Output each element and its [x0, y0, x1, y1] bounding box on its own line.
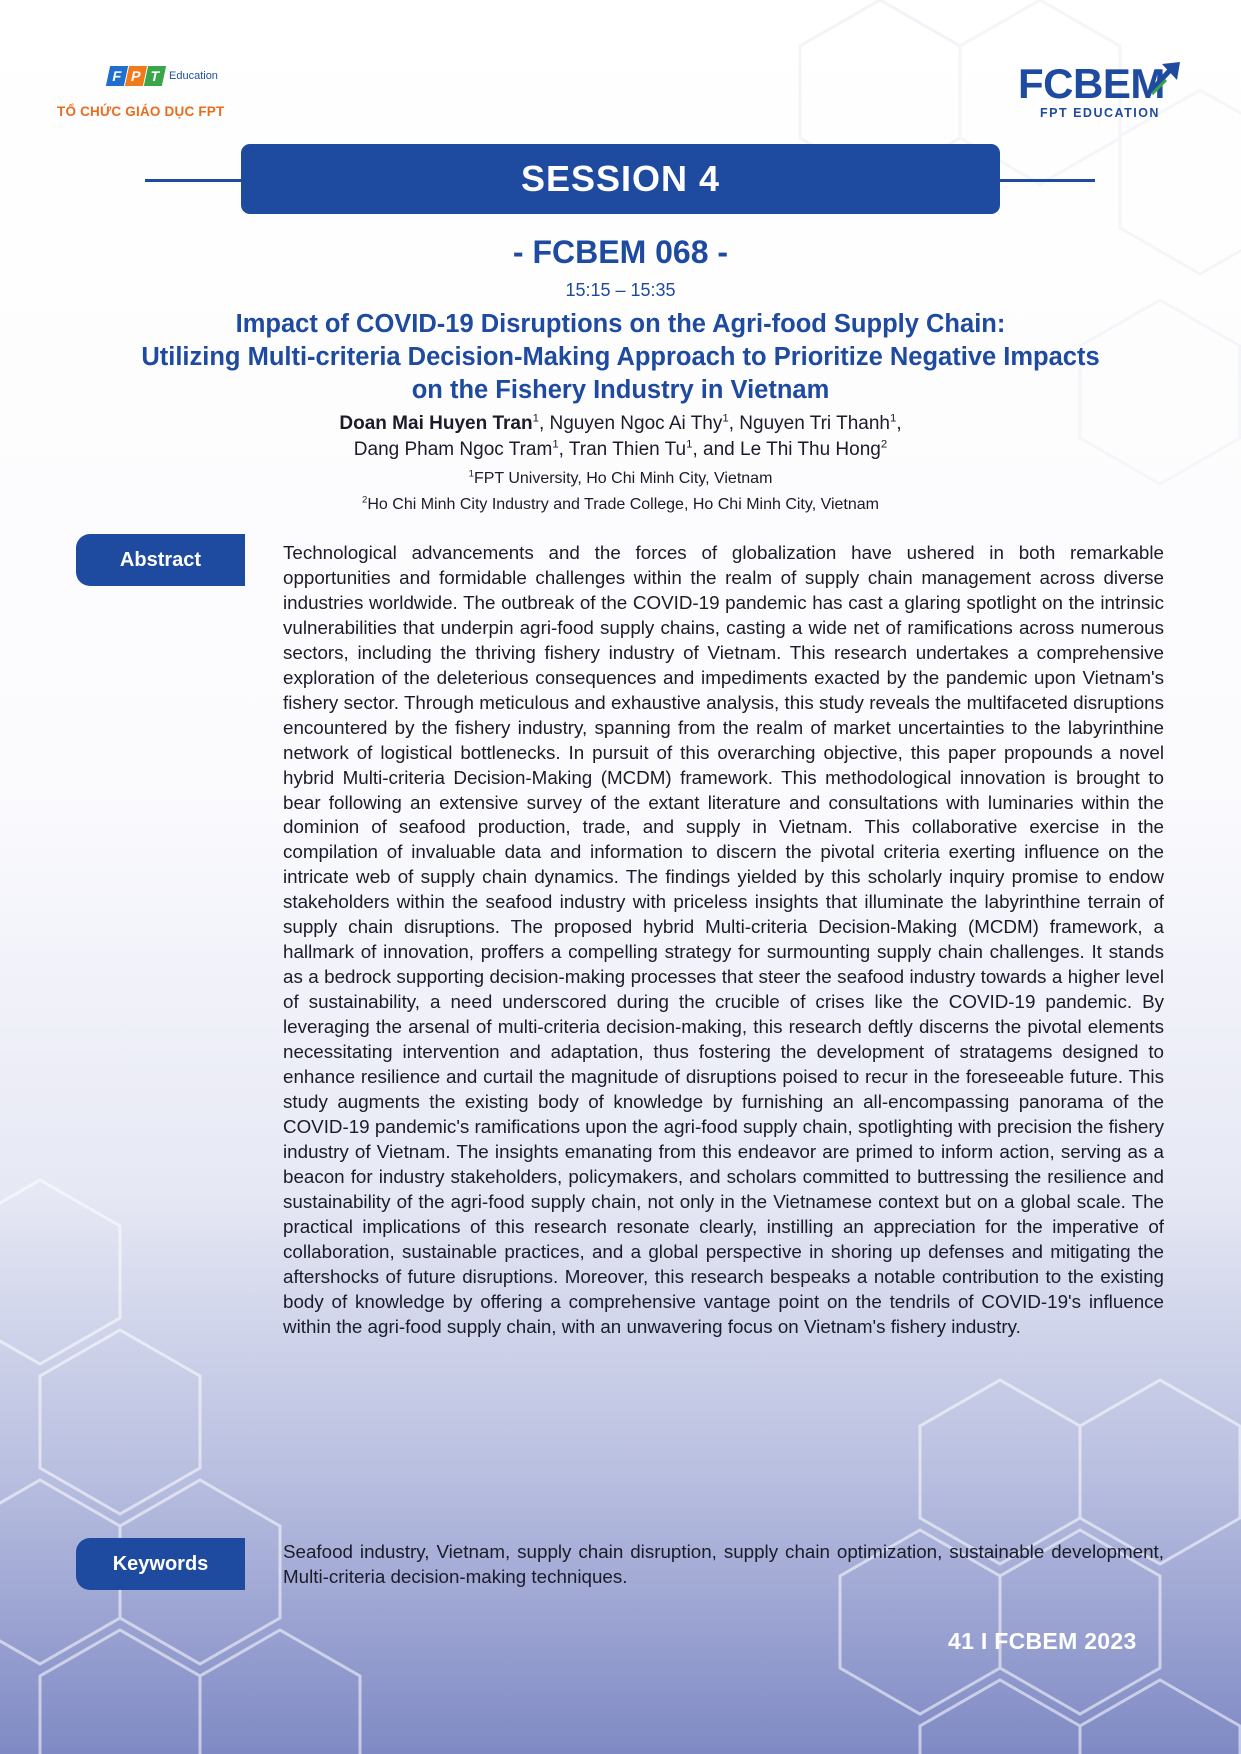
- author-list: [40, 411, 1201, 518]
- fcbem-logo-text: FCBEM: [1018, 60, 1165, 107]
- author-affiliation-mark: 1: [889, 412, 897, 425]
- title-line: Utilizing Multi-criteria Decision-Making Approach to Prioritize Negative Impacts: [141, 343, 1100, 371]
- author-name: Le Thi Thu Hong: [740, 439, 881, 460]
- banner-line-right: [996, 179, 1095, 182]
- session-banner: SESSION 4: [241, 144, 1000, 214]
- author-name: Doan Mai Huyen Tran: [339, 413, 533, 434]
- fpt-tile-p: P: [125, 66, 147, 86]
- author-separator: ,: [538, 413, 550, 434]
- keywords-text: Seafood industry, Vietnam, supply chain disruption, supply chain optimization, sustainable development, Multi-criteria decision-making techniques.: [283, 1541, 1164, 1587]
- author-separator: ,: [728, 413, 740, 434]
- author-name: Tran Thien Tu: [568, 439, 687, 460]
- author-affiliation-mark: 1: [552, 438, 559, 451]
- author-line: [40, 411, 1201, 437]
- page-number: 41 I FCBEM 2023: [948, 1628, 1137, 1654]
- paper-code: - FCBEM 068 -: [512, 234, 729, 270]
- author-separator: ,: [896, 413, 902, 434]
- fcbem-logo: [1018, 62, 1186, 120]
- abstract-label: Abstract: [76, 534, 245, 586]
- affiliation-text: FPT University, Ho Chi Minh City, Vietnam: [473, 470, 773, 487]
- affiliation: [40, 492, 1201, 518]
- affiliation-mark: 1: [468, 468, 474, 480]
- affiliation-mark: 2: [362, 494, 368, 506]
- author-separator: ,: [558, 439, 569, 460]
- keywords-label: Keywords: [76, 1538, 245, 1590]
- title-line: on the Fishery Industry in Vietnam: [411, 376, 830, 404]
- arrow-up-icon: [1146, 58, 1186, 98]
- author-affiliation-mark: 2: [880, 438, 888, 451]
- fcbem-logo-sub: FPT EDUCATION: [1040, 106, 1160, 120]
- author-separator: , and: [692, 439, 741, 460]
- banner-line-left: [145, 179, 245, 182]
- author-name: Nguyen Ngoc Ai Thy: [549, 413, 723, 434]
- author-affiliation-mark: 1: [686, 438, 693, 451]
- title-line: Impact of COVID-19 Disruptions on the Agri-food Supply Chain:: [235, 310, 1006, 338]
- fpt-education-label: Education: [169, 70, 218, 82]
- author-affiliation-mark: 1: [722, 412, 729, 425]
- author-line: [40, 437, 1201, 463]
- fpt-tile-t: T: [144, 66, 166, 86]
- author-name: Dang Pham Ngoc Tram: [353, 439, 553, 460]
- affiliation-text: Ho Chi Minh City Industry and Trade College, Ho Chi Minh City, Vietnam: [367, 496, 879, 513]
- fpt-tile-f: F: [106, 66, 128, 86]
- fpt-logo-tiles: [108, 66, 165, 86]
- abstract-text: Technological advancements and the forces of globalization have ushered in both remarkable opportunities and formidable challenges within the realm of supply chain management across diverse industries worldwide. The outbreak of the COVID-19 pandemic has cast a glaring spotlight on the intrinsic vulnerabilities that underpin agri-food supply chains, casting a wide net of ramifications across numerous sectors, including the thriving fishery industry of Vietnam. This research undertakes a comprehensive exploration of the deleterious consequences and impediments exacted by the pandemic upon Vietnam's fishery sector. Through meticulous and exhaustive analysis, this study reveals the multifaceted disruptions encountered by the fishery industry, spanning from the realm of market uncertainties to the labyrinthine network of logistical bottlenecks. In pursuit of this overarching objective, this paper propounds a novel hybrid Multi-criteria Decision-Making (MCDM) framework. This methodological innovation is brought to bear following an extensive survey of the extant literature and consultations with luminaries within the dominion of seafood production, trade, and supply in Vietnam. This collaborative exercise in the compilation of invaluable data and information to discern the pivotal criteria exerting influence on the intricate web of supply chain dynamics. The findings yielded by this scholarly inquiry promise to endow stakeholders within the seafood industry with priceless insights that illuminate the labyrinthine terrain of supply chain disruptions. The proposed hybrid Multi-criteria Decision-Making (MCDM) framework, a hallmark of innovation, proffers a compelling strategy for surmounting supply chain challenges. It stands as a bedrock supporting decision-making processes that steer the seafood industry towards a higher level of sustainability, a need underscored during the crucible of crises like the COVID-19 pandemic. By leveraging the arsenal of multi-criteria decision-making, this research deftly discerns the pivotal elements necessitating intervention and adaptation, thus fostering the development of stratagems designed to enhance resilience and curtail the magnitude of disruptions poised to recur in the foreseeable future. This study augments the existing body of knowledge by furnishing an all-encompassing panorama of the COVID-19 pandemic's ramifications upon the agri-food supply chain, spotlighting with precision the fishery industry of Vietnam. The insights emanating from this endeavor are primed to inform action, serving as a beacon for industry stakeholders, policymakers, and scholars committed to buttressing the resilience and sustainability of the agri-food supply chain, not only in the Vietnamese context but on a global scale. The practical implications of this research resonate clearly, instilling an appreciation for the imperative of collaboration, sustainable practices, and a global perspective in shoring up defenses and mitigating the aftershocks of future disruptions. Moreover, this research bespeaks a notable contribution to the existing body of knowledge by offering a comprehensive vantage point on the tendrils of COVID-19's influence within the agri-food supply chain, with an unwavering focus on Vietnam's fishery industry.: [283, 542, 1164, 1337]
- author-name: Nguyen Tri Thanh: [739, 413, 890, 434]
- affiliation: [40, 466, 1201, 492]
- fpt-org-label: TỔ CHỨC GIÁO DỤC FPT: [57, 104, 225, 119]
- fpt-education-logo: [108, 66, 218, 92]
- author-affiliation-mark: 1: [532, 412, 539, 425]
- paper-time: 15:15 – 15:35: [565, 280, 676, 300]
- paper-title: [40, 308, 1201, 407]
